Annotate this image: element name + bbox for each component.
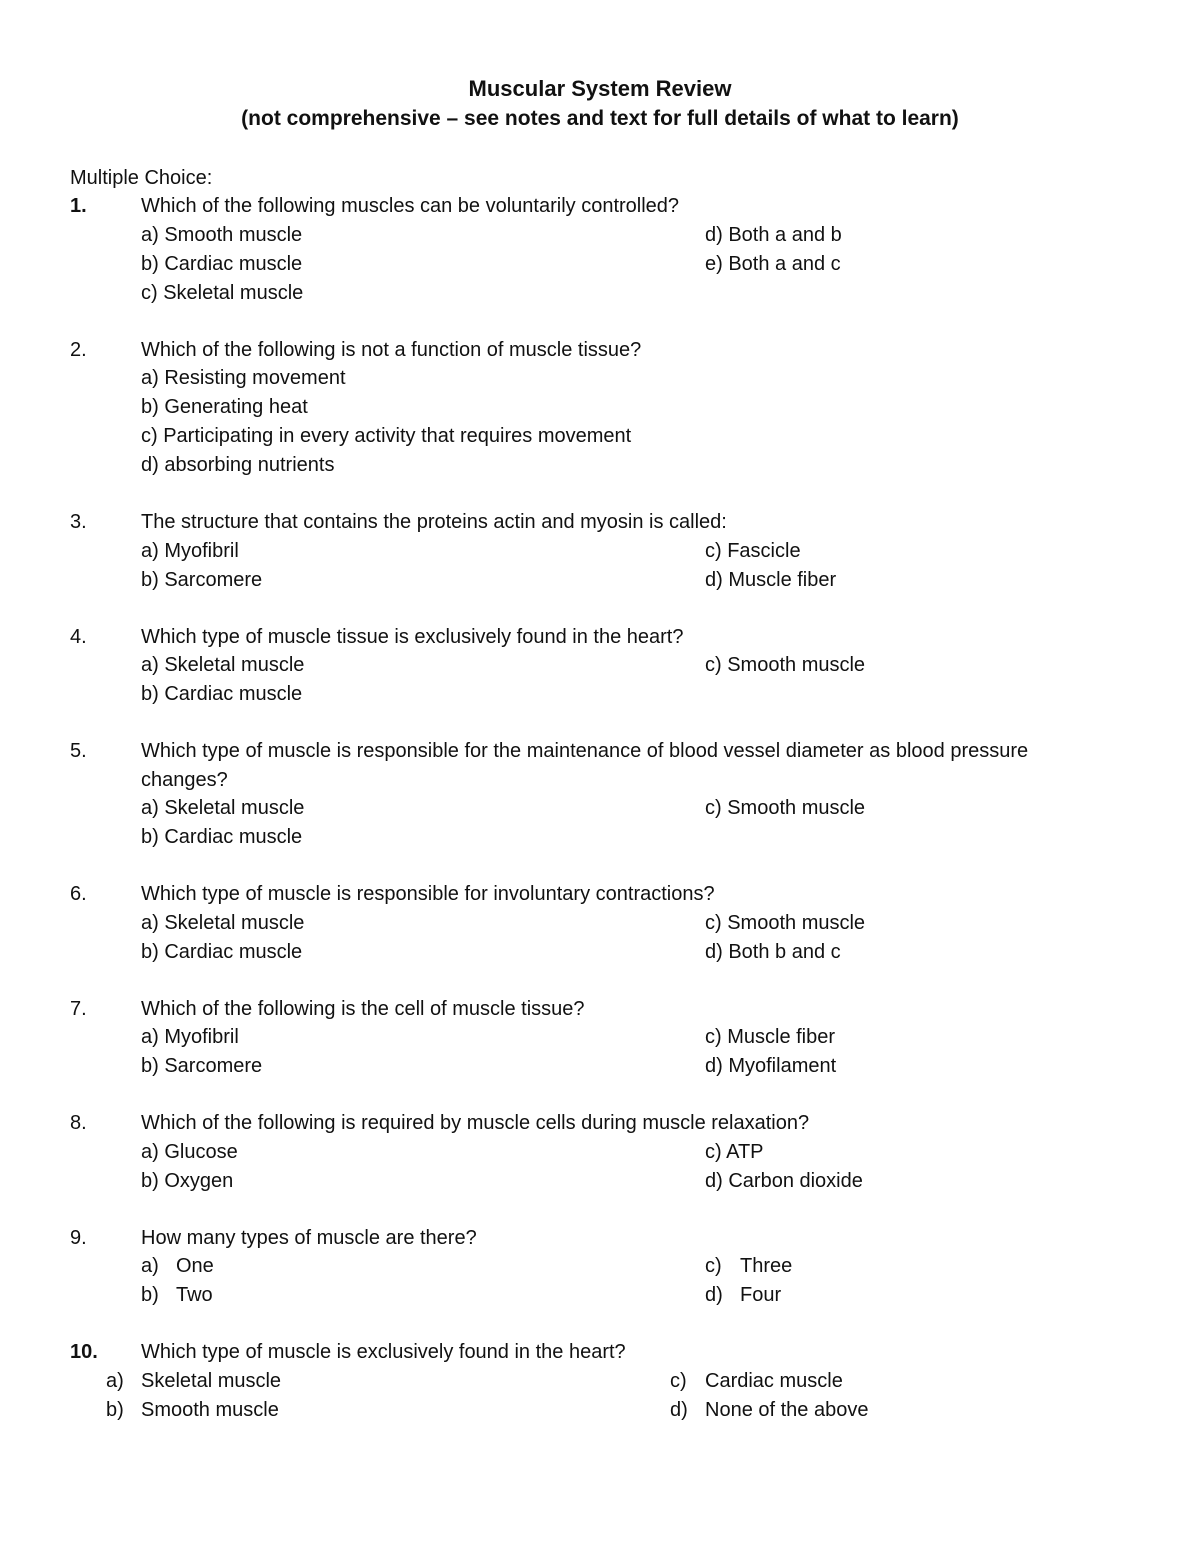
- question-list: [0, 192, 1200, 1453]
- option-row: [0, 250, 1200, 279]
- option-text: Four: [740, 1284, 782, 1306]
- option-row: [0, 1396, 1200, 1425]
- question-number: 3.: [70, 511, 87, 533]
- question-number: 7.: [70, 997, 87, 1020]
- option-row: [0, 651, 1200, 680]
- answer-option: b) Cardiac muscle: [141, 252, 303, 275]
- option-row: [0, 680, 1200, 709]
- section-label: Multiple Choice:: [70, 167, 213, 189]
- question-10: [0, 1338, 1200, 1425]
- answer-option: a) Resisting movement: [141, 367, 346, 389]
- option-letter: c): [670, 1369, 687, 1392]
- answer-option: [705, 1281, 781, 1310]
- question-number: 8.: [70, 1112, 87, 1134]
- answer-option: [141, 1252, 214, 1281]
- option-row: [0, 279, 1200, 308]
- option-text: Skeletal muscle: [141, 1369, 282, 1392]
- question-3: [0, 508, 1200, 595]
- question-number: 6.: [70, 883, 87, 905]
- answer-options: [0, 364, 1200, 480]
- question-text: Which type of muscle is exclusively found in the heart?: [141, 1341, 626, 1363]
- answer-options: [0, 1252, 1200, 1310]
- answer-options: [0, 221, 1200, 308]
- answer-option: e) Both a and c: [705, 252, 841, 275]
- option-row: [0, 938, 1200, 967]
- answer-option: b) Generating heat: [141, 396, 308, 418]
- answer-option: a) Smooth muscle: [141, 223, 303, 246]
- question-number: 10.: [70, 1341, 98, 1363]
- option-row: [0, 422, 1200, 451]
- option-row: [0, 1367, 1200, 1396]
- answer-option: a) Skeletal muscle: [141, 654, 305, 676]
- option-row: [0, 1023, 1200, 1052]
- answer-option: a) Skeletal muscle: [141, 911, 305, 934]
- answer-option: a) Myofibril: [141, 539, 239, 562]
- option-text: None of the above: [705, 1398, 869, 1421]
- answer-option: b) Oxygen: [141, 1169, 234, 1192]
- question-header: [0, 1109, 1200, 1138]
- question-number: 4.: [70, 625, 87, 648]
- answer-options: [0, 651, 1200, 709]
- answer-option: c) Smooth muscle: [705, 911, 866, 934]
- option-row: [0, 1252, 1200, 1281]
- answer-option: b) Cardiac muscle: [141, 826, 303, 848]
- question-1: [0, 192, 1200, 308]
- option-letter: a): [141, 1255, 159, 1277]
- answer-options: [0, 1138, 1200, 1196]
- question-text: Which type of muscle is responsible for the maintenance of blood vessel diameter as blood pressure changes?: [141, 740, 1029, 791]
- option-row: [0, 1138, 1200, 1167]
- question-text: How many types of muscle are there?: [141, 1226, 477, 1249]
- option-row: [0, 909, 1200, 938]
- question-header: [0, 508, 1200, 537]
- option-text: Smooth muscle: [141, 1398, 279, 1421]
- question-number: 5.: [70, 740, 87, 762]
- option-row: [0, 364, 1200, 393]
- answer-option: c) Smooth muscle: [705, 797, 866, 819]
- option-row: [0, 1167, 1200, 1196]
- answer-options: [0, 1023, 1200, 1081]
- question-text: The structure that contains the proteins actin and myosin is called:: [141, 511, 727, 533]
- page-title: Muscular System Review: [468, 76, 732, 101]
- question-text: Which type of muscle tissue is exclusively found in the heart?: [141, 625, 684, 648]
- answer-option: [141, 1281, 213, 1310]
- question-header: [0, 1338, 1200, 1367]
- answer-option: [670, 1367, 843, 1396]
- question-header: [0, 336, 1200, 365]
- option-text: Three: [740, 1255, 793, 1277]
- answer-option: c) Smooth muscle: [705, 654, 866, 676]
- option-text: Two: [176, 1284, 213, 1306]
- option-row: [0, 823, 1200, 852]
- answer-option: a) Glucose: [141, 1140, 238, 1163]
- question-header: [0, 1224, 1200, 1253]
- question-4: [0, 623, 1200, 710]
- answer-option: b) Sarcomere: [141, 568, 263, 591]
- answer-option: b) Cardiac muscle: [141, 940, 303, 963]
- answer-option: d) Both b and c: [705, 940, 841, 963]
- option-row: [0, 537, 1200, 566]
- answer-options: [0, 1367, 1200, 1425]
- option-text: Cardiac muscle: [705, 1369, 843, 1392]
- answer-option: b) Cardiac muscle: [141, 683, 303, 705]
- answer-options: [0, 909, 1200, 967]
- option-row: [0, 221, 1200, 250]
- answer-option: d) Myofilament: [705, 1055, 837, 1077]
- answer-option: [670, 1396, 868, 1425]
- answer-option: c) Muscle fiber: [705, 1026, 836, 1048]
- option-letter: a): [106, 1369, 124, 1392]
- answer-option: b) Sarcomere: [141, 1055, 263, 1077]
- question-8: [0, 1109, 1200, 1196]
- question-number: 2.: [70, 338, 87, 361]
- question-9: [0, 1224, 1200, 1311]
- answer-option: c) Skeletal muscle: [141, 281, 304, 304]
- answer-option: d) Muscle fiber: [705, 568, 837, 591]
- option-row: [0, 451, 1200, 480]
- question-6: [0, 880, 1200, 967]
- question-text: Which of the following is the cell of muscle tissue?: [141, 997, 585, 1020]
- option-letter: b): [141, 1284, 159, 1306]
- option-row: [0, 1052, 1200, 1081]
- answer-options: [0, 794, 1200, 852]
- question-header: [0, 737, 1200, 794]
- question-header: [0, 192, 1200, 221]
- question-number: 1.: [70, 195, 87, 217]
- question-5: [0, 737, 1200, 852]
- option-letter: d): [670, 1398, 688, 1421]
- question-header: [0, 623, 1200, 652]
- option-letter: b): [106, 1398, 124, 1421]
- question-header: [0, 995, 1200, 1024]
- option-letter: c): [705, 1255, 722, 1277]
- answer-option: a) Myofibril: [141, 1026, 239, 1048]
- page-subtitle: (not comprehensive – see notes and text for full details of what to learn): [241, 107, 959, 130]
- answer-option: a) Skeletal muscle: [141, 797, 305, 819]
- answer-option: c) Participating in every activity that requires movement: [141, 425, 632, 447]
- answer-option: [106, 1367, 281, 1396]
- question-text: Which of the following is not a function of muscle tissue?: [141, 338, 642, 361]
- question-header: [0, 880, 1200, 909]
- answer-option: d) Carbon dioxide: [705, 1169, 863, 1192]
- option-row: [0, 566, 1200, 595]
- option-text: One: [176, 1255, 214, 1277]
- question-number: 9.: [70, 1226, 87, 1249]
- answer-option: [106, 1396, 279, 1425]
- answer-option: [705, 1252, 792, 1281]
- option-row: [0, 1281, 1200, 1310]
- answer-option: d) Both a and b: [705, 223, 842, 246]
- question-text: Which type of muscle is responsible for involuntary contractions?: [141, 883, 715, 905]
- question-text: Which of the following muscles can be voluntarily controlled?: [141, 195, 680, 217]
- option-row: [0, 794, 1200, 823]
- answer-option: d) absorbing nutrients: [141, 454, 335, 476]
- option-row: [0, 393, 1200, 422]
- question-2: [0, 336, 1200, 481]
- option-letter: d): [705, 1284, 723, 1306]
- question-7: [0, 995, 1200, 1082]
- answer-option: c) ATP: [705, 1140, 764, 1163]
- answer-option: c) Fascicle: [705, 539, 801, 562]
- answer-options: [0, 537, 1200, 595]
- question-text: Which of the following is required by muscle cells during muscle relaxation?: [141, 1112, 810, 1134]
